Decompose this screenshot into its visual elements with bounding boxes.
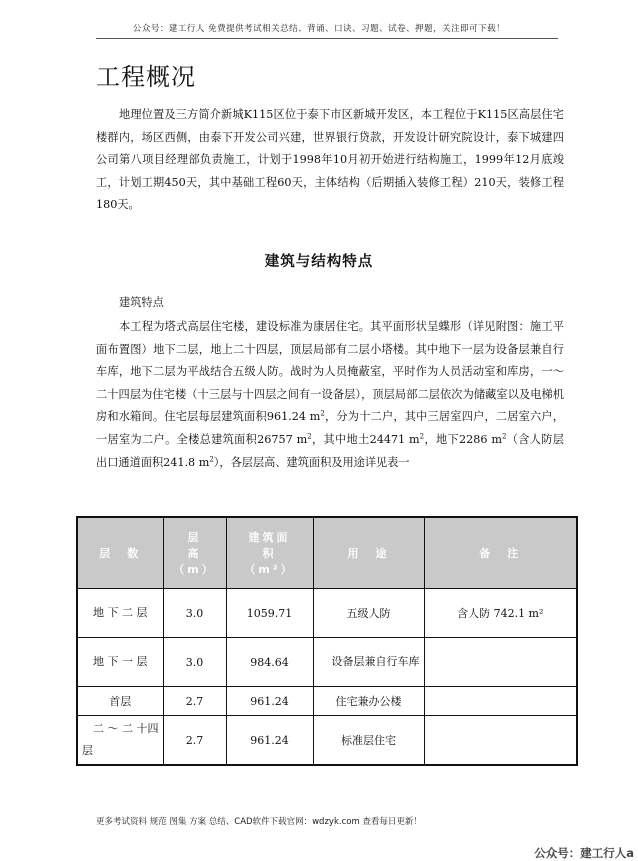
cell-height: 3.0 bbox=[163, 589, 226, 638]
header-height-line2: 高 bbox=[187, 547, 202, 560]
cell-use: 住宅兼办公楼 bbox=[313, 687, 424, 716]
cell-use: 标准层住宅 bbox=[313, 716, 424, 766]
building-text-5: （含人防层出口通道面积241.8 m bbox=[96, 432, 564, 469]
table-row bbox=[77, 687, 577, 716]
building-text-3: ，其中地土24471 m bbox=[311, 432, 420, 446]
header-divider bbox=[96, 38, 558, 39]
header-area bbox=[226, 517, 313, 589]
header-notice: 公众号：建工行人 免费提供考试相关总结、背诵、口诀、习题、试卷、押题，关注即可下载！ bbox=[132, 24, 506, 34]
building-text-2: ，分为十二户，其中三居室四户，二居室六户，一居室为二户。全楼总建筑面积26757 m bbox=[96, 410, 564, 446]
header-height bbox=[163, 517, 226, 589]
table-header-row bbox=[77, 517, 577, 589]
page-title: 工程概况 bbox=[96, 63, 196, 91]
cell-note bbox=[424, 687, 577, 716]
header-use: 用 途 bbox=[313, 517, 424, 589]
superscript-5: 2 bbox=[209, 454, 214, 463]
building-text-4: ，地下2286 m bbox=[424, 432, 502, 446]
sub-heading: 建筑特点 bbox=[119, 296, 164, 309]
cell-note bbox=[424, 638, 577, 687]
cell-floor: 二 ～ 二 十四层 bbox=[77, 716, 163, 766]
header-area-unit: （m²） bbox=[244, 563, 295, 576]
superscript-1: 2 bbox=[320, 409, 325, 418]
watermark: 公众号：建工行人a bbox=[534, 846, 634, 860]
cell-height: 2.7 bbox=[163, 687, 226, 716]
cell-floor: 首层 bbox=[77, 687, 163, 716]
cell-floor: 地 下 二 层 bbox=[77, 589, 163, 638]
header-height-line1: 层 bbox=[187, 531, 202, 544]
superscript-2: 2 bbox=[307, 432, 312, 441]
table-row bbox=[77, 638, 577, 687]
building-paragraph bbox=[96, 316, 564, 474]
superscript-4: 2 bbox=[501, 432, 507, 441]
cell-note bbox=[424, 716, 577, 766]
building-text-6: ），各层层高、建筑面积及用途详见表一 bbox=[213, 455, 410, 469]
cell-area: 1059.71 bbox=[226, 589, 313, 638]
cell-area: 961.24 bbox=[226, 716, 313, 766]
table-row bbox=[77, 589, 577, 638]
building-text-1: 本工程为塔式高层住宅楼，建设标准为康居住宅。其平面形状呈蝶形（详见附图：施工平面布置图）地下二层，地上二十四层，顶层局部有二层小塔楼。其中地下一层为设备层兼自行车库，地下二层为平战结合五级人防。战时为人员掩蔽室，平时作为人员活动室和库房，一～二十四层为住宅楼（十三层与十四层之间有一设备层），顶层局部二层依次为储藏室以及电梯机房和水箱间。住宅层每层建筑面积961.24 m bbox=[96, 320, 564, 424]
header-height-unit: （m） bbox=[173, 563, 216, 576]
cell-height: 3.0 bbox=[163, 638, 226, 687]
header-area-line1: 建筑面 bbox=[248, 531, 291, 544]
footer-line: 更多考试资料 规范 图集 方案 总结、CAD软件下载官网：wdzyk.com 查看每日更新！ bbox=[96, 817, 422, 827]
table-row bbox=[77, 716, 577, 766]
cell-area: 984.64 bbox=[226, 638, 313, 687]
section-heading: 建筑与结构特点 bbox=[264, 254, 374, 270]
cell-floor: 地 下 一 层 bbox=[77, 638, 163, 687]
header-note: 备 注 bbox=[424, 517, 577, 589]
superscript-3: 2 bbox=[419, 432, 425, 441]
header-area-line2: 积 bbox=[262, 547, 277, 560]
cell-use: 五级人防 bbox=[313, 589, 424, 638]
cell-use: 设备层兼自行车库 bbox=[313, 638, 424, 687]
overview-paragraph: 地理位置及三方简介新城K115区位于泰下市区新城开发区，本工程位于K115区高层住宅楼群内，场区西侧，由泰下开发公司兴建，世界银行贷款，开发设计研究院设计，泰下城建四公司第八项目经理部负责施工，计划于1998年10月初开始进行结构施工，1999年12月底竣工，计划工期450天，其中基础工程60天，主体结构（后期插入装修工程）210天，装修工程180天。 bbox=[96, 108, 564, 212]
cell-height: 2.7 bbox=[163, 716, 226, 766]
floor-spec-table bbox=[76, 516, 578, 766]
cell-area: 961.24 bbox=[226, 687, 313, 716]
header-floor: 层 数 bbox=[77, 517, 163, 589]
cell-note: 含人防 742.1 m² bbox=[424, 589, 577, 638]
